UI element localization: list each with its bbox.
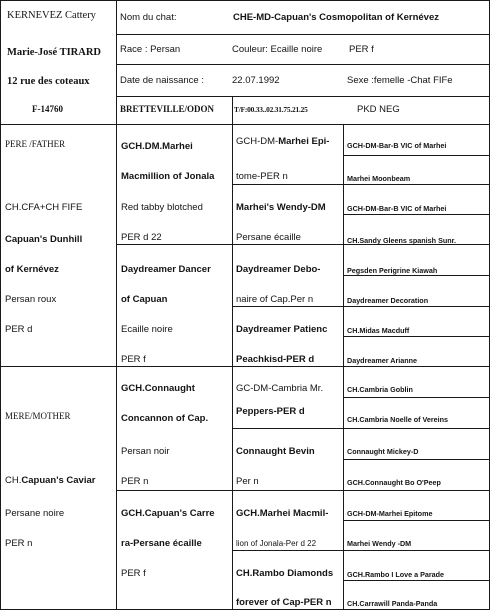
father-breed: Persan roux (5, 294, 57, 305)
father-code: PER d (5, 324, 33, 335)
rule-header-1 (116, 34, 490, 35)
m-dd-line1: CH.Rambo Diamonds (236, 568, 334, 579)
cat-name-label: Nom du chat: (120, 12, 177, 23)
mother-dam-line2: ra-Persane écaille (121, 538, 202, 549)
rule-ggp-5 (343, 397, 490, 398)
dob-value: 22.07.1992 (232, 75, 280, 86)
postal-code: F-14760 (32, 104, 63, 114)
father-title: CH.CFA+CH FIFE (5, 202, 83, 213)
dob-label: Date de naissance : (120, 75, 204, 86)
father-dam-code: PER f (121, 354, 146, 365)
mother-breed: Persane noire (5, 508, 65, 519)
mother-dam-line1: GCH.Capuan's Carre (121, 508, 215, 519)
m-ds-sire: GCH-DM-Marhei Epitome (347, 509, 433, 518)
f-ds-dam: Daydreamer Decoration (347, 296, 429, 305)
cattery-name: KERNEVEZ Cattery (7, 10, 96, 21)
m-ss-line1: GC-DM-Cambria Mr. (236, 383, 324, 394)
f-sd-sire: GCH-DM-Bar-B VIC of Marhei (347, 204, 447, 213)
m-sd-dam: GCH.Connaught Bo O'Peep (347, 478, 441, 487)
breed-label: Race : Persan (120, 44, 181, 55)
f-ds-line1: Daydreamer Debo- (236, 264, 321, 275)
m-ss-line2: Peppers-PER d (236, 406, 305, 417)
f-ss-line2: tome-PER n (236, 171, 288, 182)
rule-ggp-7 (343, 520, 490, 521)
f-dd-line1: Daydreamer Patienc (236, 324, 328, 335)
f-dd-dam: Daydreamer Arianne (347, 356, 418, 365)
rule-col-2 (232, 124, 233, 610)
f-sd-dam: CH.Sandy Gleens spanish Sunr. (347, 236, 457, 245)
rule-mother-mid (116, 490, 490, 491)
m-ds-line1: GCH.Marhei Macmil- (236, 508, 329, 519)
father-name-line1: Capuan's Dunhill (5, 234, 83, 245)
m-ds-line2: lion of Jonala-Per d 22 (236, 539, 317, 548)
mother-sire-color: Persan noir (121, 446, 170, 457)
mother-sire-code: PER n (121, 476, 149, 487)
rule-col-header (232, 96, 233, 124)
f-dd-line2: Peachkisd-PER d (236, 354, 315, 365)
mother-dam-code: PER f (121, 568, 146, 579)
father-sire-line2: Macmillion of Jonala (121, 171, 215, 182)
father-section-label: PERE /FATHER (5, 139, 66, 149)
owner-name: Marie-José TIRARD (7, 47, 101, 58)
rule-ggp-6 (343, 459, 490, 460)
f-ds-line2: naire of Cap.Per n (236, 294, 314, 305)
rule-header-2 (116, 64, 490, 65)
f-sd-line2: Persane écaille (236, 232, 301, 243)
father-sire-color: Red tabby blotched (121, 202, 203, 213)
f-ss-sire: GCH-DM-Bar-B VIC of Marhei (347, 141, 447, 150)
f-ss-dam: Marhei Moonbeam (347, 174, 411, 183)
f-dd-sire: CH.Midas Macduff (347, 326, 410, 335)
f-ss-line1: GCH-DM-Marhei Epi- (236, 136, 330, 147)
m-dd-dam: CH.Carrawill Panda-Panda (347, 599, 438, 608)
rule-header-bottom (0, 124, 490, 125)
father-sire-code: PER d 22 (121, 232, 162, 243)
rule-col-3 (343, 124, 344, 610)
father-name-line2: of Kernévez (5, 264, 59, 275)
color-label: Couleur: Ecaille noire (232, 44, 323, 55)
father-dam-line2: of Capuan (121, 294, 168, 305)
rule-top (0, 0, 490, 1)
m-dd-sire: GCH.Rambo I Love a Parade (347, 570, 445, 579)
rule-left (0, 0, 1, 610)
mother-sire-line1: GCH.Connaught (121, 383, 195, 394)
m-ds-dam: Marhei Wendy -DM (347, 539, 412, 548)
cat-name: CHE-MD-Capuan's Cosmopolitan of Kernévez (233, 12, 439, 23)
mother-name: CH.Capuan's Caviar (5, 475, 96, 486)
rule-col-1 (116, 0, 117, 610)
f-sd-line1: Marhei's Wendy-DM (236, 202, 326, 213)
mother-sire-line2: Concannon of Cap. (121, 413, 209, 424)
m-dd-line2: forever of Cap-PER n (236, 597, 332, 608)
sex-info: Sexe :femelle -Chat FIFe (347, 75, 453, 86)
city: BRETTEVILLE/ODON (120, 104, 215, 114)
mother-section-label: MERE/MOTHER (5, 411, 71, 421)
father-sire-line1: GCH.DM.Marhei (121, 141, 193, 152)
rule-header-3 (116, 96, 490, 97)
m-sd-line1: Connaught Bevin (236, 446, 315, 457)
father-dam-line1: Daydreamer Dancer (121, 264, 211, 275)
pkd-test: PKD NEG (357, 104, 400, 115)
rule-gp-3 (232, 428, 490, 429)
rule-ggp-1 (343, 155, 490, 156)
f-ds-sire: Pegsden Perigrine Kiawah (347, 266, 438, 275)
m-ss-sire: CH.Cambria Goblin (347, 385, 413, 394)
phone: T/F:00.33..02.31.75.21.25 (234, 105, 308, 114)
m-ss-dam: CH.Cambria Noelle of Vereins (347, 415, 449, 424)
m-sd-line2: Per n (236, 476, 259, 487)
father-dam-color: Ecaille noire (121, 324, 173, 335)
m-sd-sire: Connaught Mickey-D (347, 447, 419, 456)
color-code: PER f (349, 44, 374, 55)
rule-gp-4 (232, 550, 490, 551)
owner-address: 12 rue des coteaux (7, 76, 90, 87)
mother-code: PER n (5, 538, 33, 549)
